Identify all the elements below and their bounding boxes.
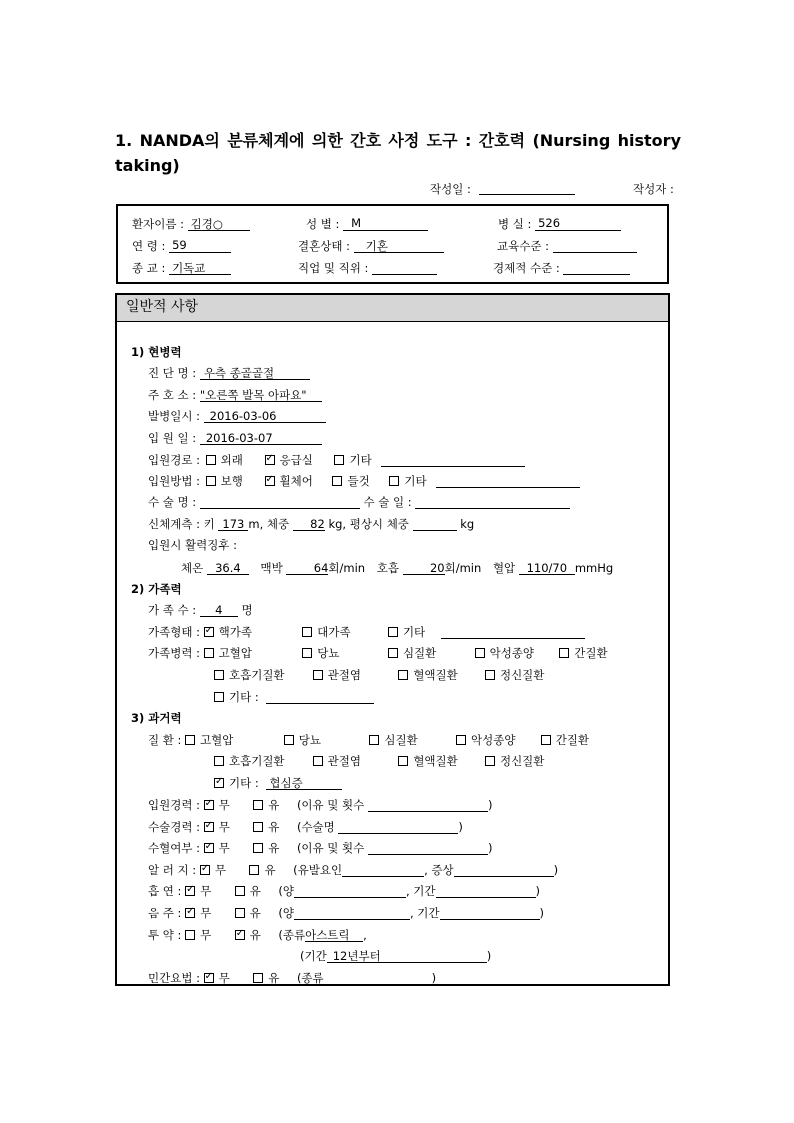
usual-weight-label: kg, 평상시 체중 — [328, 517, 409, 531]
route-opt-label: 외래 — [220, 453, 243, 467]
smoking-label: 흡 연 : — [148, 884, 182, 898]
yes-label: 유 — [249, 884, 261, 898]
checkbox-checked-icon[interactable] — [200, 865, 210, 875]
paren-close: ) — [553, 863, 559, 877]
paren-close: ) — [539, 906, 545, 920]
disease-label: 혈액질환 — [413, 754, 458, 768]
disease-label: 악성종양 — [489, 646, 535, 660]
method-opt-label: 보행 — [220, 474, 243, 488]
checkbox-icon[interactable] — [398, 670, 408, 680]
patient-econ-field[interactable] — [493, 260, 630, 276]
family-disease-option[interactable] — [204, 646, 299, 660]
paren-close: ) — [431, 971, 437, 985]
date-label: 작성일 : — [430, 182, 471, 196]
surgery-history-no[interactable] — [204, 820, 250, 834]
past-disease-other-row — [214, 776, 342, 790]
pulse-unit: 회/min — [328, 561, 366, 575]
family-type-other[interactable] — [388, 625, 425, 639]
family-disease-row-2 — [214, 668, 544, 682]
checkbox-icon[interactable] — [485, 670, 495, 680]
family-disease-label: 가족병력 : — [148, 646, 200, 660]
hospitalization-row — [148, 798, 492, 812]
admission-date-label: 입 원 일 : — [148, 431, 197, 445]
family-disease-option[interactable] — [485, 668, 544, 682]
route-opt-label: 기타 — [349, 453, 372, 467]
disease-label: 간질환 — [574, 646, 608, 660]
past-history-heading: 3) 과거력 — [131, 711, 182, 725]
drinking-row — [148, 906, 544, 920]
surgery-history-detail-blank[interactable] — [338, 820, 458, 834]
no-label: 무 — [200, 906, 212, 920]
allergy-symptom-label: , 증상 — [424, 863, 454, 877]
temp-value[interactable]: 36.4 — [207, 561, 249, 575]
pulse-label: 맥박 — [260, 561, 283, 575]
allergy-trigger-blank[interactable] — [342, 863, 424, 877]
checkbox-icon[interactable] — [204, 648, 214, 658]
disease-label: 악성종양 — [471, 733, 516, 747]
yes-label: 유 — [264, 863, 276, 877]
usual-weight-unit: kg — [460, 517, 475, 531]
surgery-date-label: 수 술 일 : — [363, 495, 412, 509]
medication-label: 투 약 : — [148, 928, 182, 942]
pulse-value[interactable]: 64 — [286, 561, 328, 575]
disease-label: 심질환 — [384, 733, 418, 747]
checkbox-checked-icon[interactable] — [204, 843, 214, 853]
past-disease-option[interactable] — [398, 754, 481, 768]
patient-age-value[interactable]: 59 — [169, 238, 231, 253]
checkbox-icon[interactable] — [302, 648, 312, 658]
checkbox-checked-icon[interactable] — [265, 476, 275, 486]
admission-route-row — [148, 453, 525, 467]
chief-complaint-label: 주 호 소 : — [148, 388, 197, 402]
past-disease-option[interactable] — [369, 733, 452, 747]
allergy-no[interactable] — [200, 863, 246, 877]
medication-yes[interactable] — [235, 928, 275, 942]
present-illness-heading: 1) 현병력 — [131, 345, 182, 359]
checkbox-icon[interactable] — [206, 476, 216, 486]
resp-value[interactable]: 20 — [403, 561, 445, 575]
surgery-history-row — [148, 820, 463, 834]
chief-complaint-value[interactable]: "오른쪽 발목 아파요" — [200, 388, 322, 402]
past-disease-row-1 — [148, 733, 589, 747]
folk-remedy-label: 민간요법 : — [148, 971, 200, 985]
checkbox-checked-icon[interactable] — [204, 800, 214, 810]
diagnosis-value[interactable]: 우측 종골골절 — [200, 366, 310, 380]
folk-remedy-row — [148, 971, 436, 985]
yes-label: 유 — [268, 820, 280, 834]
body-measure-row — [148, 517, 474, 531]
yes-label: 유 — [268, 841, 280, 855]
checkbox-checked-icon[interactable] — [235, 930, 245, 940]
checkbox-icon[interactable] — [235, 886, 245, 896]
folk-remedy-no[interactable] — [204, 971, 250, 985]
route-opt-outpatient[interactable] — [206, 453, 243, 467]
transfusion-row — [148, 841, 492, 855]
past-disease-option[interactable] — [284, 733, 366, 747]
transfusion-detail-label: (이유 및 횟수 — [296, 841, 365, 855]
drinking-period-blank[interactable] — [440, 906, 540, 920]
checkbox-checked-icon[interactable] — [204, 973, 214, 983]
onset-value[interactable]: 2016-03-06 — [204, 409, 326, 423]
document-title: 1. NANDA의 분류체계에 의한 간호 사정 도구 : 간호력 (Nursing history — [115, 131, 681, 150]
past-disease-label: 질 환 : — [148, 733, 182, 747]
patient-info-box — [116, 204, 669, 284]
disease-label: 간질환 — [555, 733, 590, 747]
family-count-row — [148, 603, 253, 617]
hospitalization-no[interactable] — [204, 798, 250, 812]
yes-label: 유 — [268, 971, 280, 985]
checkbox-icon[interactable] — [334, 455, 344, 465]
checkbox-icon[interactable] — [249, 865, 259, 875]
patient-name-value[interactable]: 김경○ — [188, 216, 250, 231]
patient-row-2 — [118, 238, 667, 260]
no-label: 무 — [218, 841, 230, 855]
admission-date-row — [148, 431, 322, 445]
checkbox-icon[interactable] — [313, 670, 323, 680]
method-opt-stretcher[interactable] — [332, 474, 369, 488]
patient-religion-value[interactable]: 기독교 — [169, 260, 231, 275]
onset-row — [148, 409, 326, 423]
transfusion-detail-blank[interactable] — [368, 841, 488, 855]
family-disease-other[interactable] — [214, 690, 259, 704]
past-disease-option[interactable] — [185, 733, 280, 747]
disease-label: 정신질환 — [499, 668, 545, 682]
checkbox-icon[interactable] — [214, 756, 224, 766]
checkbox-icon[interactable] — [313, 756, 323, 766]
smoking-period-blank[interactable] — [436, 884, 536, 898]
drinking-label: 음 주 : — [148, 906, 182, 920]
patient-name-field[interactable] — [132, 216, 250, 232]
family-type-nuclear[interactable] — [204, 625, 299, 639]
medication-no[interactable] — [185, 928, 231, 942]
surgery-name-blank[interactable] — [200, 495, 360, 509]
resp-unit: 회/min — [444, 561, 482, 575]
paren-close: ) — [487, 841, 493, 855]
document-title-continued: taking) — [115, 156, 180, 175]
method-opt-wheelchair[interactable] — [265, 474, 313, 488]
drinking-amount-blank[interactable] — [294, 906, 410, 920]
family-disease-option[interactable] — [388, 646, 471, 660]
checkbox-checked-icon[interactable] — [214, 778, 224, 788]
patient-religion-label: 종 교 : — [132, 261, 166, 275]
no-label: 무 — [200, 928, 212, 942]
family-type-label: 가족형태 : — [148, 625, 200, 639]
yes-label: 유 — [268, 798, 280, 812]
surgery-name-label: 수 술 명 : — [148, 495, 197, 509]
checkbox-icon[interactable] — [369, 735, 379, 745]
bp-label: 혈압 — [492, 561, 516, 575]
past-disease-other[interactable] — [214, 776, 259, 790]
patient-job-label: 직업 및 직위 : — [298, 261, 369, 275]
checkbox-icon[interactable] — [332, 476, 342, 486]
patient-econ-value[interactable] — [563, 260, 630, 275]
weight-value[interactable]: 82 — [293, 517, 325, 531]
transfusion-label: 수혈여부 : — [148, 841, 200, 855]
disease-label: 정신질환 — [499, 754, 545, 768]
patient-sex-label: 성 별 : — [306, 217, 340, 231]
yes-label: 유 — [249, 906, 261, 920]
weight-label: m, 체중 — [248, 517, 290, 531]
family-count-value[interactable]: 4 — [200, 603, 238, 617]
disease-label: 당뇨 — [317, 646, 340, 660]
admission-method-label: 입원방법 : — [148, 474, 200, 488]
height-label: 키 — [203, 517, 215, 531]
diagnosis-row — [148, 366, 310, 380]
patient-sex-value[interactable]: M — [343, 216, 428, 231]
patient-age-label: 연 령 : — [132, 239, 166, 253]
allergy-row — [148, 863, 558, 877]
paren-close: ) — [487, 798, 493, 812]
disease-label: 관절염 — [327, 668, 361, 682]
general-info-header: 일반적 사항 — [117, 295, 668, 322]
family-count-unit: 명 — [241, 603, 253, 617]
family-type-row — [148, 625, 585, 639]
no-label: 무 — [218, 820, 230, 834]
checkbox-icon[interactable] — [541, 735, 551, 745]
family-type-other-blank[interactable] — [441, 625, 585, 639]
method-other-blank[interactable] — [436, 474, 580, 488]
patient-room-value[interactable]: 526 — [535, 216, 621, 231]
diagnosis-label: 진 단 명 : — [148, 366, 197, 380]
folk-remedy-yes[interactable] — [253, 971, 293, 985]
patient-religion-field[interactable] — [132, 260, 231, 276]
method-opt-label: 들것 — [347, 474, 370, 488]
checkbox-checked-icon[interactable] — [204, 627, 214, 637]
family-type-opt-label: 기타 — [402, 625, 426, 639]
patient-age-field[interactable] — [132, 238, 231, 254]
checkbox-icon[interactable] — [388, 648, 398, 658]
checkbox-icon[interactable] — [185, 735, 195, 745]
family-type-extended[interactable] — [302, 625, 384, 639]
checkbox-icon[interactable] — [253, 800, 263, 810]
medication-period-row — [300, 949, 491, 963]
past-disease-option[interactable] — [541, 733, 589, 747]
family-history-heading: 2) 가족력 — [131, 582, 182, 596]
folk-remedy-kind-label: (종류 — [296, 971, 324, 985]
no-label: 무 — [218, 971, 230, 985]
checkbox-icon[interactable] — [235, 908, 245, 918]
medication-period-label: (기간 — [300, 949, 327, 963]
checkbox-icon[interactable] — [253, 973, 263, 983]
author-label: 작성자 : — [633, 182, 674, 196]
disease-label: 당뇨 — [298, 733, 321, 747]
checkbox-icon[interactable] — [302, 627, 312, 637]
checkbox-icon[interactable] — [214, 670, 224, 680]
smoking-no[interactable] — [185, 884, 231, 898]
checkbox-icon[interactable] — [559, 648, 569, 658]
folk-remedy-kind-blank[interactable] — [324, 971, 432, 985]
hospitalization-detail-blank[interactable] — [368, 798, 488, 812]
patient-row-1 — [118, 216, 667, 238]
smoking-yes[interactable] — [235, 884, 275, 898]
family-disease-other-blank[interactable] — [266, 690, 374, 704]
route-opt-other[interactable] — [334, 453, 371, 467]
allergy-symptom-blank[interactable] — [454, 863, 554, 877]
yes-label: 유 — [249, 928, 261, 942]
surgery-row — [148, 495, 570, 509]
date-blank[interactable] — [479, 183, 575, 195]
allergy-label: 알 러 지 : — [148, 863, 197, 877]
past-disease-option[interactable] — [313, 754, 395, 768]
hospitalization-label: 입원경력 : — [148, 798, 200, 812]
hospitalization-detail-label: (이유 및 횟수 — [296, 798, 365, 812]
smoking-period-label: , 기간 — [405, 884, 436, 898]
checkbox-icon[interactable] — [185, 930, 195, 940]
vital-signs-label: 입원시 활력징후 : — [148, 538, 237, 552]
bp-value[interactable]: 110/70 — [519, 561, 575, 575]
method-opt-label: 휠체어 — [279, 474, 313, 488]
patient-sex-field[interactable] — [306, 216, 428, 232]
family-disease-option[interactable] — [313, 668, 395, 682]
medication-period-value[interactable]: 12년부터 — [327, 949, 487, 963]
past-disease-row-2 — [214, 754, 544, 768]
resp-label: 호흡 — [376, 561, 399, 575]
paren-close: ) — [486, 949, 492, 963]
checkbox-icon[interactable] — [253, 843, 263, 853]
patient-edu-field[interactable] — [497, 238, 637, 254]
checkbox-checked-icon[interactable] — [204, 822, 214, 832]
family-disease-row-1 — [148, 646, 608, 660]
method-opt-other[interactable] — [389, 474, 426, 488]
disease-label: 고혈압 — [218, 646, 252, 660]
family-count-label: 가 족 수 : — [148, 603, 197, 617]
smoking-amount-label: (양 — [278, 884, 294, 898]
method-opt-label: 기타 — [404, 474, 427, 488]
surgery-date-blank[interactable] — [415, 495, 570, 509]
patient-econ-label: 경제적 수준 : — [493, 261, 560, 275]
checkbox-icon[interactable] — [206, 455, 216, 465]
disease-label: 관절염 — [327, 754, 361, 768]
family-disease-option[interactable] — [398, 668, 481, 682]
checkbox-icon[interactable] — [456, 735, 466, 745]
medication-row — [148, 928, 367, 942]
usual-weight-blank[interactable] — [413, 517, 457, 531]
checkbox-icon[interactable] — [253, 822, 263, 832]
family-disease-other-row — [214, 690, 374, 704]
checkbox-icon[interactable] — [388, 627, 398, 637]
surgery-history-label: 수술경력 : — [148, 820, 200, 834]
patient-marital-label: 결혼상태 : — [298, 239, 350, 253]
family-type-opt-label: 대가족 — [317, 625, 351, 639]
medication-kind-label: (종류 — [278, 928, 306, 942]
disease-label: 호흡기질환 — [229, 754, 285, 768]
patient-marital-field[interactable] — [298, 238, 444, 254]
patient-room-field[interactable] — [498, 216, 621, 232]
patient-name-label: 환자이름 : — [132, 217, 184, 231]
disease-label: 혈액질환 — [413, 668, 458, 682]
drinking-yes[interactable] — [235, 906, 275, 920]
height-value[interactable]: 173 — [218, 517, 248, 531]
patient-row-3 — [118, 260, 667, 282]
route-opt-er[interactable] — [265, 453, 313, 467]
patient-room-label: 병 실 : — [498, 217, 532, 231]
drinking-period-label: , 기간 — [409, 906, 440, 920]
transfusion-no[interactable] — [204, 841, 250, 855]
transfusion-yes[interactable] — [253, 841, 293, 855]
general-info-box — [115, 293, 670, 986]
hospitalization-yes[interactable] — [253, 798, 293, 812]
temp-label: 체온 — [181, 561, 204, 575]
surgery-history-yes[interactable] — [253, 820, 293, 834]
patient-edu-value[interactable] — [553, 238, 637, 253]
chief-complaint-row — [148, 388, 322, 402]
disease-label: 기타 : — [229, 776, 259, 790]
admission-method-row — [148, 474, 580, 488]
patient-marital-value[interactable]: 기혼 — [354, 238, 444, 253]
patient-edu-label: 교육수준 : — [497, 239, 549, 253]
disease-label: 호흡기질환 — [229, 668, 285, 682]
checkbox-icon[interactable] — [214, 692, 224, 702]
checkbox-icon[interactable] — [485, 756, 495, 766]
onset-label: 발병일시 : — [148, 409, 200, 423]
allergy-trigger-label: (유발요인 — [293, 863, 343, 877]
family-disease-option[interactable] — [302, 646, 384, 660]
date-field[interactable] — [430, 182, 575, 196]
past-disease-option[interactable] — [456, 733, 537, 747]
surgery-history-detail-label: (수술명 — [296, 820, 335, 834]
admission-date-value[interactable]: 2016-03-07 — [200, 431, 322, 445]
checkbox-checked-icon[interactable] — [185, 908, 195, 918]
patient-job-field[interactable] — [298, 260, 437, 276]
checkbox-checked-icon[interactable] — [185, 886, 195, 896]
smoking-row — [148, 884, 540, 898]
smoking-amount-blank[interactable] — [294, 884, 406, 898]
disease-label: 고혈압 — [200, 733, 234, 747]
body-measure-label: 신체계측 : — [148, 517, 200, 531]
bp-unit: mmHg — [574, 561, 614, 575]
family-disease-option[interactable] — [214, 668, 309, 682]
checkbox-icon[interactable] — [398, 756, 408, 766]
checkbox-icon[interactable] — [389, 476, 399, 486]
admission-route-label: 입원경로 : — [148, 453, 200, 467]
family-disease-option[interactable] — [559, 646, 607, 660]
past-disease-option[interactable] — [214, 754, 309, 768]
no-label: 무 — [200, 884, 212, 898]
checkbox-icon[interactable] — [284, 735, 294, 745]
disease-label: 기타 : — [229, 690, 259, 704]
vital-signs-row — [181, 561, 613, 575]
checkbox-icon[interactable] — [475, 648, 485, 658]
comma: , — [363, 928, 367, 942]
family-type-opt-label: 핵가족 — [218, 625, 252, 639]
medication-kind-value[interactable]: 아스트릭 — [305, 928, 363, 942]
family-disease-option[interactable] — [475, 646, 556, 660]
allergy-yes[interactable] — [249, 863, 289, 877]
paren-close: ) — [535, 884, 541, 898]
route-other-blank[interactable] — [381, 453, 525, 467]
disease-label: 심질환 — [402, 646, 437, 660]
method-opt-walk[interactable] — [206, 474, 243, 488]
route-opt-label: 응급실 — [279, 453, 313, 467]
past-disease-other-value[interactable]: 협심증 — [266, 776, 342, 790]
paren-close: ) — [458, 820, 463, 834]
drinking-amount-label: (양 — [278, 906, 294, 920]
patient-job-value[interactable] — [372, 260, 437, 275]
past-disease-option[interactable] — [485, 754, 544, 768]
no-label: 무 — [214, 863, 226, 877]
no-label: 무 — [218, 798, 230, 812]
checkbox-checked-icon[interactable] — [265, 455, 275, 465]
drinking-no[interactable] — [185, 906, 231, 920]
